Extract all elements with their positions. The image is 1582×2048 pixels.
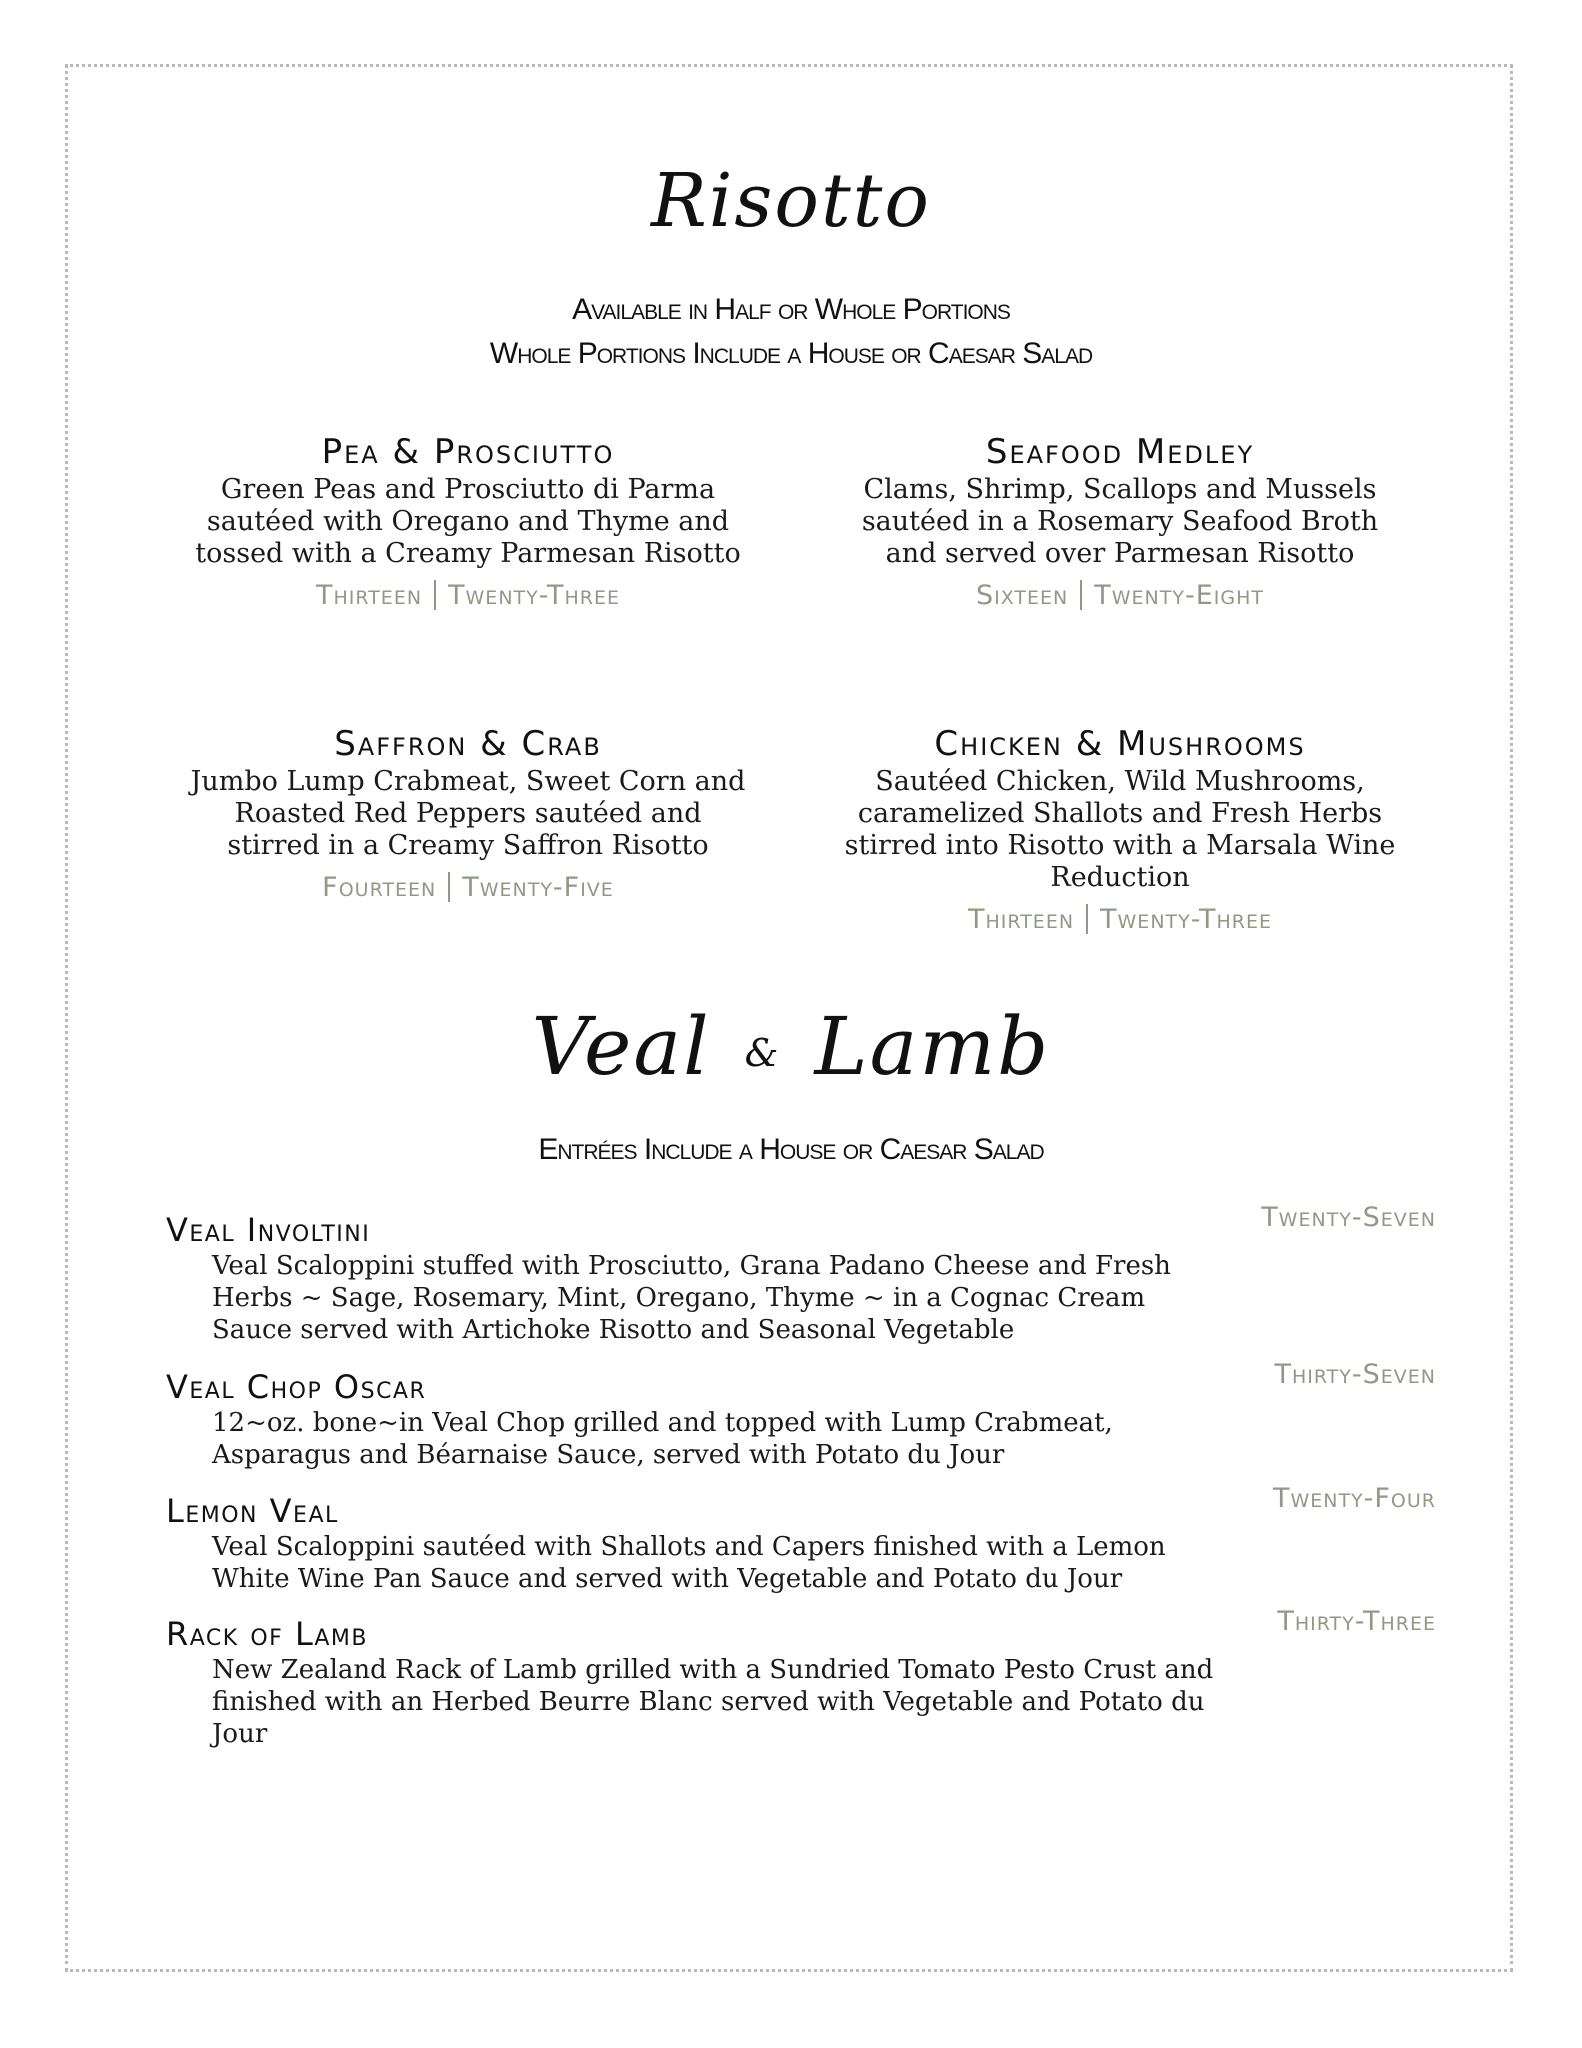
price-whole: Twenty-Three bbox=[448, 580, 620, 611]
entree-description: 12~oz. bone~in Veal Chop grilled and topped with Lump Crabmeat, Asparagus and Béarnaise Sauce, served with Potato du Jour bbox=[212, 1408, 1113, 1470]
entree-price: Twenty-Seven bbox=[1261, 1202, 1436, 1233]
price-separator bbox=[1086, 904, 1088, 934]
entree-veal-involtini bbox=[166, 1202, 1436, 1346]
price-whole: Twenty-Three bbox=[1100, 904, 1272, 935]
entree-price: Thirty-Three bbox=[1277, 1606, 1436, 1637]
risotto-item-seafood-medley bbox=[770, 430, 1470, 614]
price-separator bbox=[1080, 580, 1082, 610]
risotto-subhead-salad: Whole Portions Include a House or Caesar Salad bbox=[489, 337, 1093, 370]
item-name: Chicken & Mushrooms bbox=[934, 724, 1306, 764]
entree-description: New Zealand Rack of Lamb grilled with a Sundried Tomato Pesto Crust and finished with an Herbed Beurre Blanc served with Vegetable and Potato du Jour bbox=[212, 1655, 1214, 1749]
title-lamb: Lamb bbox=[814, 1000, 1051, 1093]
entree-lemon-veal bbox=[166, 1483, 1436, 1595]
entree-name: Veal Chop Oscar bbox=[166, 1368, 427, 1406]
item-name: Saffron & Crab bbox=[334, 724, 602, 764]
price-half: Thirteen bbox=[316, 580, 423, 611]
entree-veal-chop-oscar bbox=[166, 1359, 1436, 1471]
price-separator bbox=[434, 580, 436, 610]
item-price bbox=[770, 578, 1470, 614]
price-whole: Twenty-Five bbox=[462, 872, 614, 903]
price-half: Thirteen bbox=[968, 904, 1075, 935]
item-name: Pea & Prosciutto bbox=[321, 432, 615, 472]
item-price bbox=[770, 902, 1470, 938]
risotto-title: Risotto bbox=[651, 158, 931, 244]
price-half: Fourteen bbox=[322, 872, 437, 903]
title-ampersand: & bbox=[744, 1031, 781, 1075]
risotto-subhead-portions: Available in Half or Whole Portions bbox=[572, 293, 1010, 326]
veal-lamb-title bbox=[0, 1000, 1582, 1093]
item-price bbox=[118, 870, 818, 906]
item-description: Sautéed Chicken, Wild Mushrooms, caramelized Shallots and Fresh Herbs stirred into Risotto with a Marsala Wine Reduction bbox=[844, 766, 1396, 893]
risotto-item-saffron-crab bbox=[118, 722, 818, 906]
item-name: Seafood Medley bbox=[985, 432, 1255, 472]
entree-rack-of-lamb bbox=[166, 1606, 1436, 1750]
entree-name: Rack of Lamb bbox=[166, 1615, 368, 1653]
price-whole: Twenty-Eight bbox=[1094, 580, 1264, 611]
veal-lamb-subhead: Entrées Include a House or Caesar Salad bbox=[538, 1133, 1044, 1166]
risotto-item-pea-prosciutto bbox=[118, 430, 818, 614]
entree-price: Thirty-Seven bbox=[1274, 1359, 1436, 1390]
entree-name: Lemon Veal bbox=[166, 1492, 339, 1530]
item-description: Clams, Shrimp, Scallops and Mussels sautéed in a Rosemary Seafood Broth and served over Parmesan Risotto bbox=[861, 474, 1379, 569]
item-description: Green Peas and Prosciutto di Parma sautéed with Oregano and Thyme and tossed with a Creamy Parmesan Risotto bbox=[195, 474, 741, 569]
price-separator bbox=[448, 872, 450, 902]
risotto-item-chicken-mushrooms bbox=[770, 722, 1470, 938]
entree-description: Veal Scaloppini stuffed with Prosciutto, Grana Padano Cheese and Fresh Herbs ~ Sage, Rosemary, Mint, Oregano, Thyme ~ in a Cognac Cream Sauce served with Artichoke Risotto and Seasonal Vegetable bbox=[212, 1251, 1171, 1345]
title-veal: Veal bbox=[531, 1000, 711, 1093]
price-half: Sixteen bbox=[976, 580, 1069, 611]
item-price bbox=[118, 578, 818, 614]
entree-name: Veal Involtini bbox=[166, 1211, 371, 1249]
entree-description: Veal Scaloppini sautéed with Shallots and Capers finished with a Lemon White Wine Pan Sauce and served with Vegetable and Potato du Jour bbox=[212, 1532, 1166, 1594]
entree-price: Twenty-Four bbox=[1272, 1483, 1436, 1514]
item-description: Jumbo Lump Crabmeat, Sweet Corn and Roasted Red Peppers sautéed and stirred in a Creamy Saffron Risotto bbox=[190, 766, 746, 861]
